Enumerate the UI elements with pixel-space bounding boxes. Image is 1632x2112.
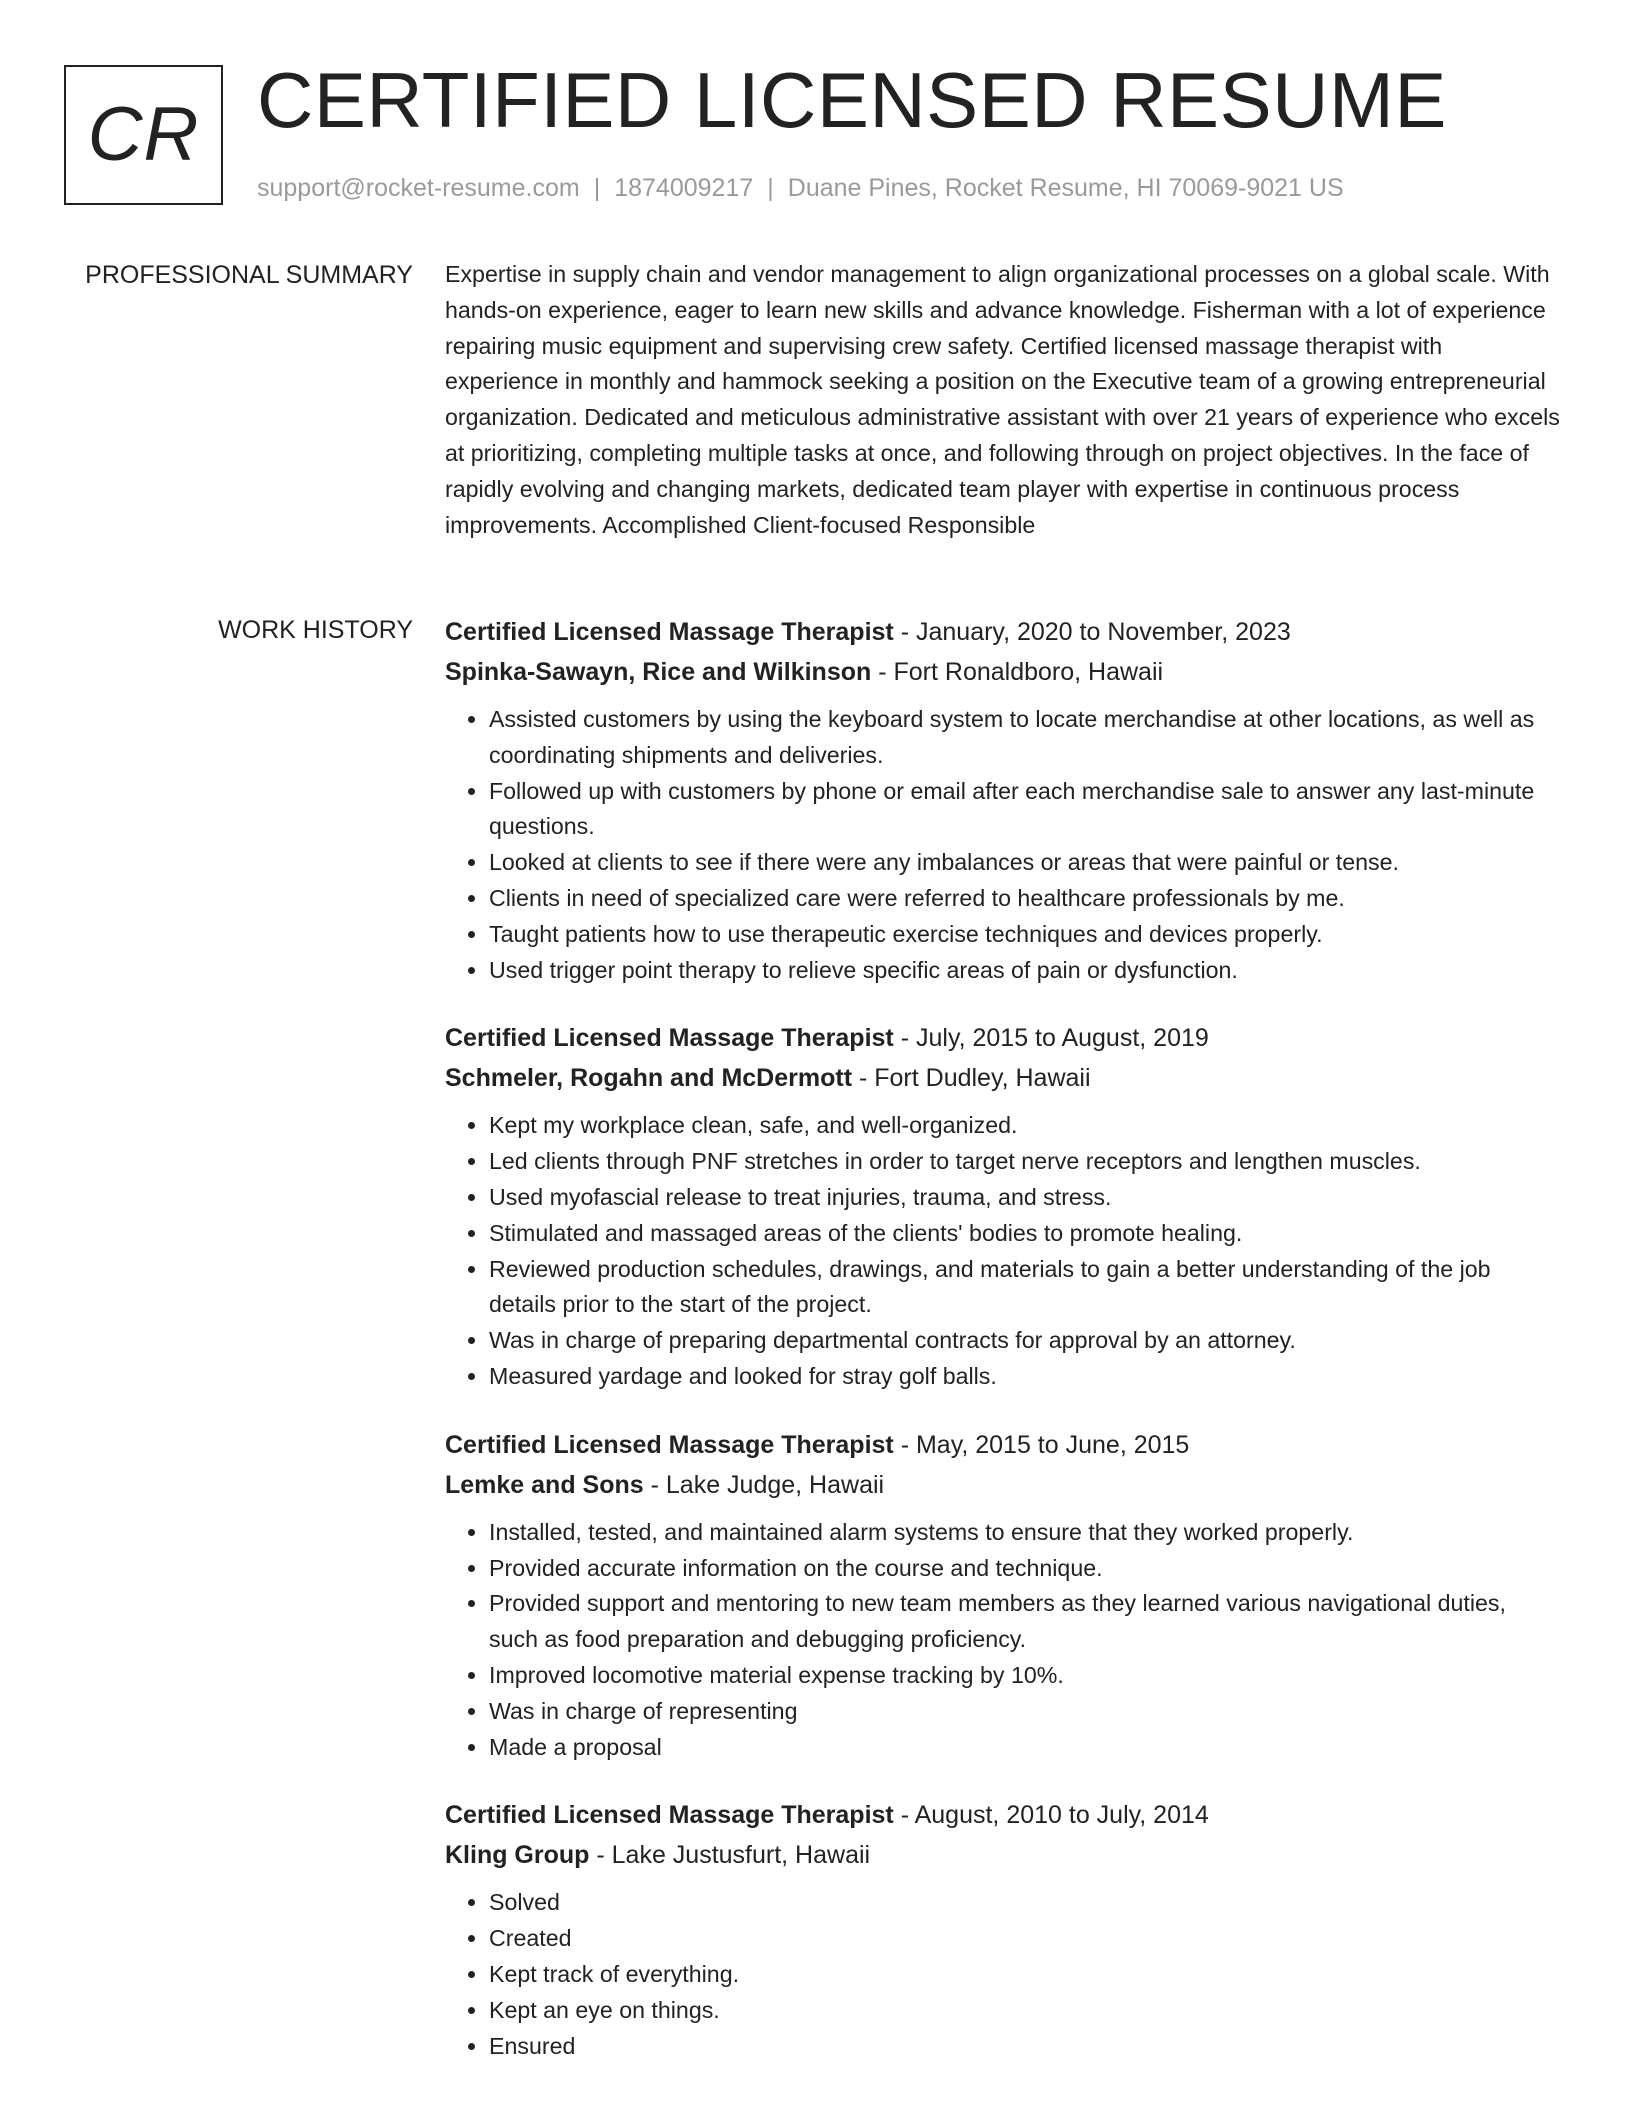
job-location: - Fort Ronaldboro, Hawaii [871, 658, 1164, 686]
job-bullet: • Was in charge of representing [489, 1694, 1560, 1730]
job-bullet: • Ensured [489, 2029, 1560, 2065]
monogram-badge [64, 65, 223, 205]
job-company-line [445, 1058, 1560, 1098]
job-company: Lemke and Sons [445, 1470, 644, 1499]
job-bullet: • Stimulated and massaged areas of the clients' bodies to promote healing. [489, 1216, 1560, 1252]
job-bullet: • Taught patients how to use therapeutic exercise techniques and devices properly. [489, 917, 1560, 953]
job-bullet: • Kept track of everything. [489, 1957, 1560, 1993]
job-bullet: • Provided support and mentoring to new team members as they learned various navigational duties, such as food preparation and debugging proficiency. [489, 1586, 1560, 1658]
job-company-line [445, 652, 1560, 692]
job-bullet-list [445, 1885, 1560, 2064]
job-title-line [445, 1795, 1560, 1835]
job-bullet: • Was in charge of preparing departmental contracts for approval by an attorney. [489, 1323, 1560, 1359]
job-bullet: • Kept my workplace clean, safe, and well-organized. [489, 1108, 1560, 1144]
job-company: Spinka-Sawayn, Rice and Wilkinson [445, 658, 872, 686]
job-title-line [445, 1018, 1560, 1058]
job-bullet: • Improved locomotive material expense tracking by 10%. [489, 1658, 1560, 1694]
job-bullet: • Used trigger point therapy to relieve specific areas of pain or dysfunction. [489, 953, 1560, 989]
job-bullet-list [445, 1515, 1560, 1766]
job-entry [445, 1795, 1560, 2064]
summary-heading: PROFESSIONAL SUMMARY [85, 261, 413, 289]
job-title: Certified Licensed Massage Therapist [445, 618, 894, 646]
summary-body [445, 257, 1560, 543]
resume-title: CERTIFIED LICENSED RESUME [257, 56, 1447, 144]
job-dates: - August, 2010 to July, 2014 [893, 1801, 1209, 1830]
contact-separator: | [593, 174, 601, 202]
job-bullet: • Made a proposal [489, 1730, 1560, 1766]
job-bullet: • Created [489, 1921, 1560, 1957]
job-title: Certified Licensed Massage Therapist [445, 1024, 894, 1053]
job-bullet-list [445, 702, 1560, 988]
job-entry [445, 1018, 1560, 1394]
job-title: Certified Licensed Massage Therapist [445, 1430, 894, 1459]
job-bullet: • Looked at clients to see if there were any imbalances or areas that were painful or tense. [489, 845, 1560, 881]
work-history-body [445, 612, 1560, 2094]
job-bullet: • Installed, tested, and maintained alarm systems to ensure that they worked properly. [489, 1515, 1560, 1551]
contact-line [257, 174, 1344, 203]
job-location: - Fort Dudley, Hawaii [852, 1064, 1091, 1093]
job-company-line [445, 1465, 1560, 1505]
contact-separator: | [767, 174, 774, 202]
contact-address: Duane Pines, Rocket Resume, HI 70069-9021 US [787, 174, 1344, 202]
job-bullet: • Reviewed production schedules, drawings, and materials to gain a better understanding of the job details prior to the start of the project. [489, 1252, 1560, 1324]
job-company: Kling Group [445, 1841, 590, 1870]
contact-email: support@rocket-resume.com [257, 174, 580, 202]
job-dates: - July, 2015 to August, 2019 [893, 1024, 1209, 1053]
job-entry [445, 1425, 1560, 1766]
job-bullet: • Assisted customers by using the keyboard system to locate merchandise at other locations, as well as coordinating shipments and deliveries. [489, 702, 1560, 774]
job-dates: - May, 2015 to June, 2015 [893, 1430, 1190, 1459]
job-bullet: • Followed up with customers by phone or email after each merchandise sale to answer any last-minute questions. [489, 774, 1560, 846]
work-history-heading: WORK HISTORY [218, 616, 413, 644]
job-bullet-list [445, 1108, 1560, 1394]
job-entry [445, 612, 1560, 988]
job-title: Certified Licensed Massage Therapist [445, 1801, 894, 1830]
job-bullet: • Provided accurate information on the course and technique. [489, 1551, 1560, 1587]
job-title-line [445, 612, 1560, 652]
contact-phone: 1874009217 [614, 174, 754, 202]
job-bullet: • Solved [489, 1885, 1560, 1921]
job-location: - Lake Judge, Hawaii [643, 1470, 885, 1499]
job-title-line [445, 1425, 1560, 1465]
job-company-line [445, 1835, 1560, 1875]
job-company: Schmeler, Rogahn and McDermott [445, 1064, 853, 1093]
job-location: - Lake Justusfurt, Hawaii [589, 1841, 871, 1870]
job-bullet: • Kept an eye on things. [489, 1993, 1560, 2029]
job-dates: - January, 2020 to November, 2023 [893, 618, 1291, 646]
job-bullet: • Clients in need of specialized care were referred to healthcare professionals by me. [489, 881, 1560, 917]
job-bullet: • Led clients through PNF stretches in order to target nerve receptors and lengthen muscles. [489, 1144, 1560, 1180]
job-bullet: • Used myofascial release to treat injuries, trauma, and stress. [489, 1180, 1560, 1216]
summary-text: Expertise in supply chain and vendor management to align organizational processes on a global scale. With hands-on experience, eager to learn new skills and advance knowledge. Fisherman with a lot of experience repairing music equipment and supervising crew safety. Certified licensed massage therapist with experience in monthly and hammock seeking a position on the Executive team of a growing entrepreneurial organization. Dedicated and meticulous administrative assistant with over 21 years of experience who excels at prioritizing, completing multiple tasks at once, and following through on project objectives. In the face of rapidly evolving and changing markets, dedicated team player with expertise in continuous process improvements. Accomplished Client-focused Responsible [445, 261, 1560, 538]
monogram-initials: CR [87, 92, 200, 177]
job-bullet: • Measured yardage and looked for stray golf balls. [489, 1359, 1560, 1395]
